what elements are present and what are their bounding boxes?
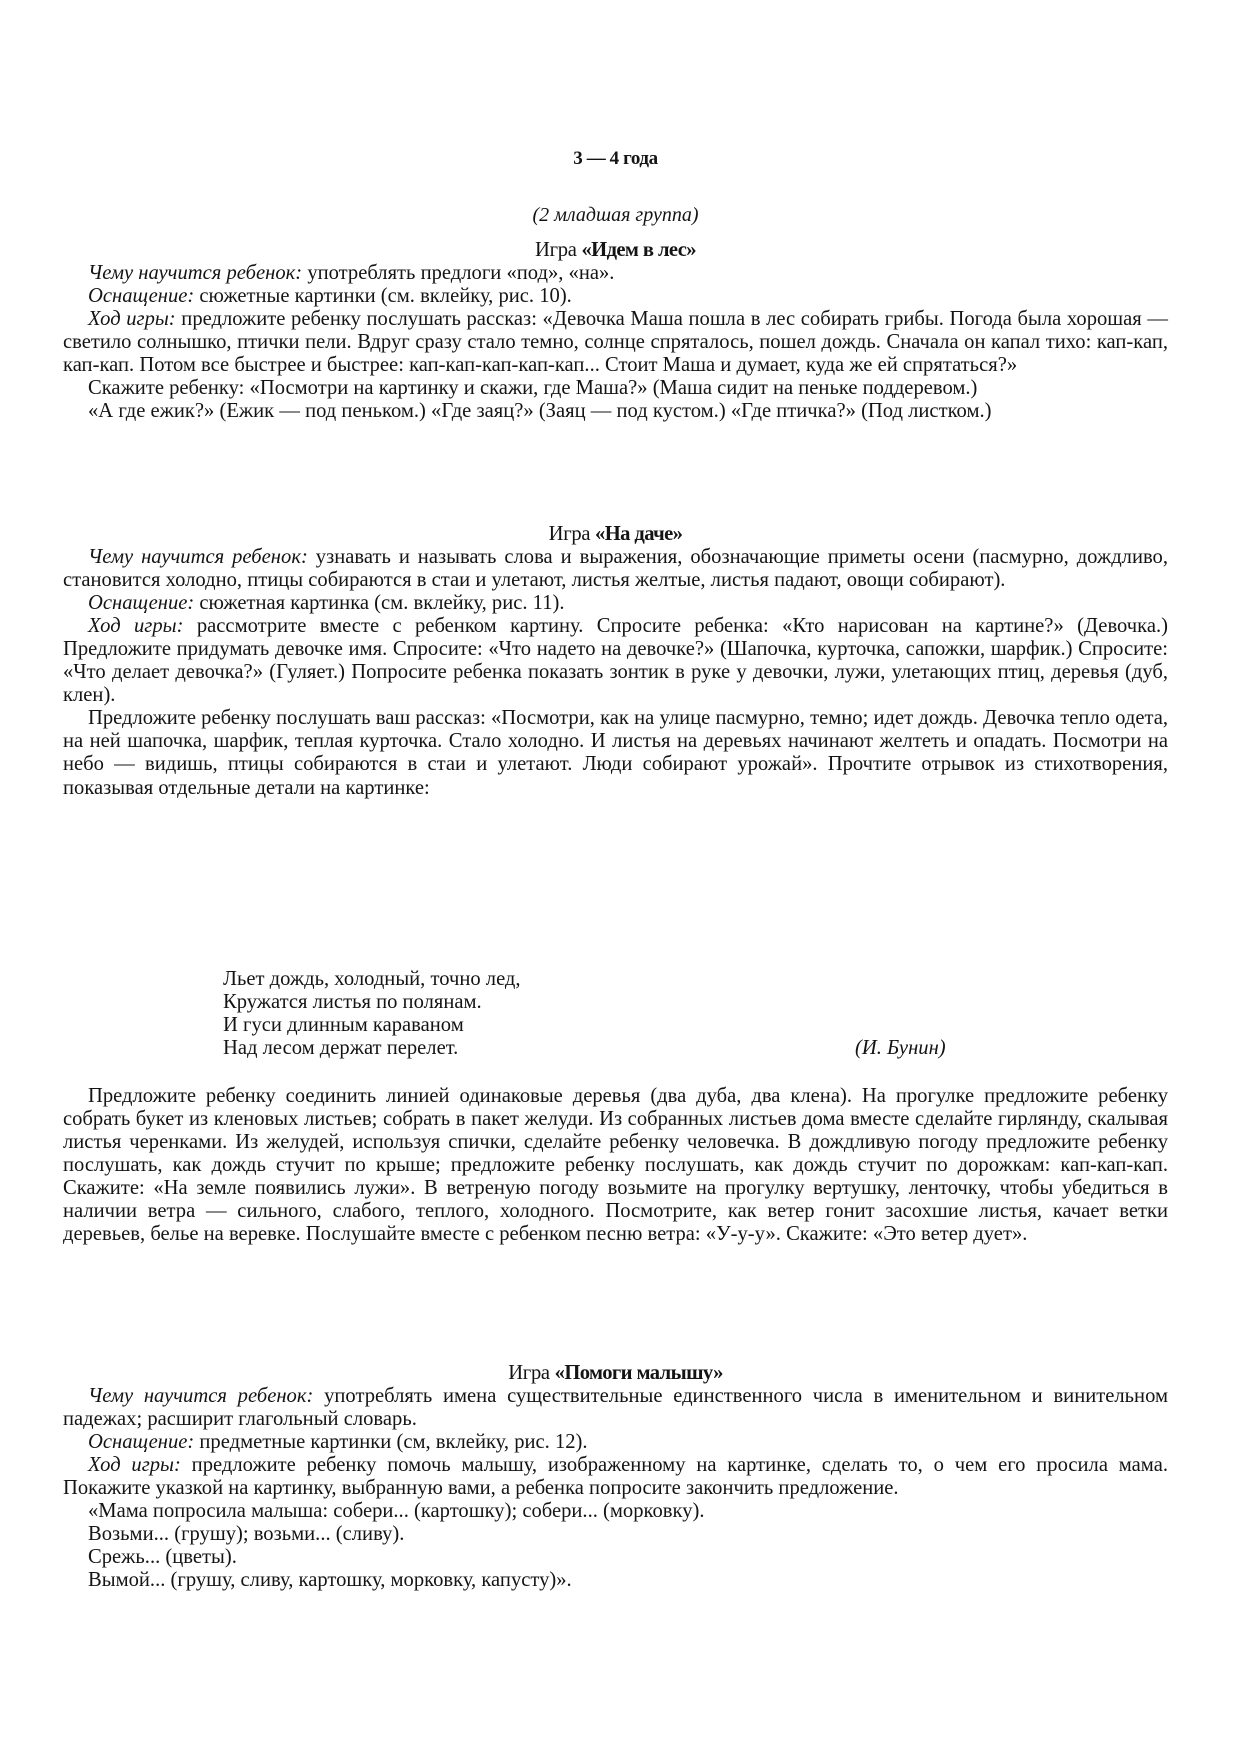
body-paragraph: Скажите ребенку: «Посмотри на картинку и скажи, где Маша?» (Маша сидит на пеньке поддеревом.) — [88, 377, 978, 400]
equipment-text: сюжетная картинка (см. вклейку, рис. 11). — [199, 592, 565, 615]
game-prefix: Игра — [535, 239, 577, 261]
request-line: Срежь... (цветы). — [88, 1546, 237, 1569]
equipment-paragraph — [63, 1431, 1168, 1454]
game-title: «На даче» — [595, 523, 683, 545]
request-line: Вымой... (грушу, сливу, картошку, морковку, капусту)». — [88, 1569, 572, 1592]
procedure-text: рассмотрите вместе с ребенком картину. Спросите ребенка: «Кто нарисован на картине?» (Девочка.) Предложите придумать девочке имя. Спросите: «Что надето на девочке?» (Шапочка, курточка, сапожки, шарфик.) Спросите: «Что делает девочка?» (Гуляет.) Попросите ребенка показать зонтик в руке у девочки, лужи, улетающих птиц, деревья (дуб, клен). — [63, 615, 1168, 707]
body-paragraph: «А где ежик?» (Ежик — под пеньком.) «Где заяц?» (Заяц — под кустом.) «Где птичка?» (Под листком.) — [88, 400, 992, 423]
procedure-paragraph — [63, 615, 1168, 707]
learn-text: употреблять предлоги «под», «на». — [307, 262, 615, 285]
procedure-paragraph — [63, 308, 1168, 377]
game-section-dacha — [63, 523, 1168, 800]
poem-line: Кружатся листья по полянам. — [223, 991, 482, 1014]
game-heading — [63, 239, 1168, 262]
game-title: «Идем в лес» — [581, 239, 696, 261]
game-heading — [63, 523, 1168, 546]
poem-line: Льет дождь, холодный, точно лед, — [223, 968, 521, 990]
poem-author: (И. Бунин) — [855, 1037, 946, 1059]
equipment-label: Оснащение: — [88, 285, 195, 308]
after-poem-section — [63, 1085, 1168, 1246]
equipment-label: Оснащение: — [88, 592, 195, 615]
procedure-paragraph — [63, 1454, 1168, 1500]
equipment-paragraph — [63, 285, 1168, 308]
game-title: «Помоги малышу» — [554, 1362, 723, 1384]
request-line: «Мама попросила малыша: собери... (картошку); собери... (морковку). — [88, 1500, 705, 1523]
procedure-text: предложите ребенку помочь малышу, изображенному на картинке, сделать то, о чем его просила мама. Покажите указкой на картинку, выбранную вами, а ребенка попросите закончить предложение. — [63, 1454, 1168, 1500]
learn-label: Чему научится ребенок: — [88, 1385, 314, 1408]
equipment-label: Оснащение: — [88, 1431, 195, 1454]
poem-line: Над лесом держат перелет. — [223, 1037, 459, 1060]
learn-text: узнавать и называть слова и выражения, обозначающие приметы осени (пасмурно, дождливо, становится холодно, птицы собираются в стаи и улетают, листья желтые, листья падают, овощи собирают). — [63, 546, 1168, 592]
procedure-label: Ход игры: — [88, 1454, 181, 1477]
body-paragraph: Предложите ребенку послушать ваш рассказ: «Посмотри, как на улице пасмурно, темно; идет дождь. Девочка тепло одета, на ней шапочка, шарфик, теплая курточка. Стало холодно. И листья на деревьях начинают желтеть и опадать. Посмотри на небо — видишь, птицы собираются в стаи и улетают. Люди собирают урожай». Прочтите отрывок из стихотворения, показывая отдельные детали на картинке: — [63, 707, 1168, 799]
body-paragraph: Предложите ребенку соединить линией одинаковые деревья (два дуба, два клена). На прогулке предложите ребенку собрать букет из кленовых листьев; собрать в пакет желуди. Из собранных листьев дома вместе сделайте гирлянду, скалывая листья черенками. Из желудей, используя спички, сделайте ребенку человечка. В дождливую погоду предложите ребенку послушать, как дождь стучит по крыше; предложите ребенку послушать, как дождь стучит по дорожкам: кап-кап-кап. Скажите: «На земле появились лужи». В ветреную погоду возьмите на прогулку вертушку, ленточку, чтобы убедиться в наличии ветра — сильного, слабого, теплого, холодного. Посмотрите, как ветер гонит засохшие листья, качает ветки деревьев, белье на веревке. Послушайте вместе с ребенком песню ветра: «У-у-у». Скажите: «Это ветер дует». — [63, 1085, 1168, 1246]
game-heading — [63, 1362, 1168, 1385]
poem-line: И гуси длинным караваном — [223, 1014, 464, 1037]
game-prefix: Игра — [508, 1362, 550, 1384]
group-subtitle: (2 младшая группа) — [532, 204, 699, 226]
game-prefix: Игра — [548, 523, 591, 545]
learn-label: Чему научится ребенок: — [88, 546, 308, 569]
request-list — [63, 1500, 1168, 1592]
age-title: 3 — 4 года — [573, 148, 658, 169]
game-section-forest — [63, 239, 1168, 423]
learn-paragraph — [63, 1385, 1168, 1431]
poem-block — [223, 968, 946, 1060]
learn-paragraph — [63, 262, 1168, 285]
learn-paragraph — [63, 546, 1168, 592]
equipment-text: предметные картинки (см, вклейку, рис. 12). — [199, 1431, 588, 1454]
learn-text: употреблять имена существительные единственного числа в именительном и винительном падежах; расширит глагольный словарь. — [63, 1385, 1169, 1431]
equipment-text: сюжетные картинки (см. вклейку, рис. 10). — [199, 285, 572, 308]
request-line: Возьми... (грушу); возьми... (сливу). — [88, 1523, 405, 1546]
game-section-help-baby — [63, 1362, 1168, 1592]
procedure-label: Ход игры: — [88, 308, 176, 331]
procedure-text: предложите ребенку послушать рассказ: «Девочка Маша пошла в лес собирать грибы. Погода была хорошая — светило солнышко, птички пели. Вдруг сразу стало темно, солнце спряталось, пошел дождь. Сначала он капал тихо: кап-кап, кап-кап. Потом все быстрее и быстрее: кап-кап-кап-кап-кап... Стоит Маша и думает, куда же ей спрятаться?» — [63, 308, 1168, 377]
equipment-paragraph — [63, 592, 1168, 615]
learn-label: Чему научится ребенок: — [88, 262, 303, 285]
procedure-label: Ход игры: — [88, 615, 184, 638]
